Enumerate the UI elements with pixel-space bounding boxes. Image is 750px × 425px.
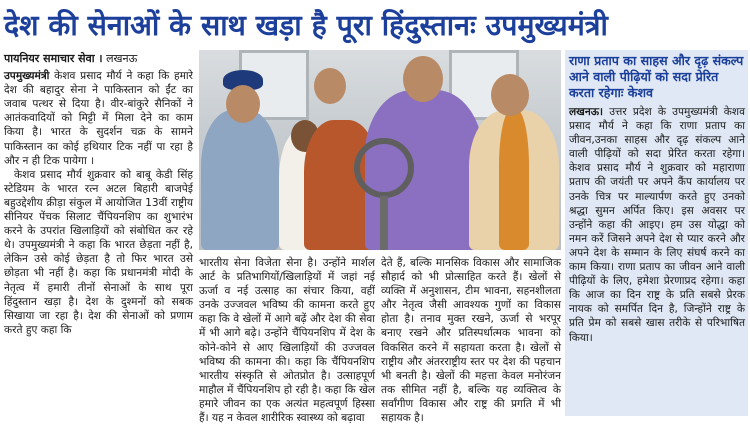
paragraph: देते हैं, बल्कि मानसिक विकास और सामाजिक सौहार्द को भी प्रोत्साहित करते हैं। खेलों से व्यक्ति में अनुशासन, टीम भावना, सहनशीलता और नेतृत्व जैसी आवश्यक गुणों का विकास होता है। तनाव मुक्त रखने, ऊर्जा से भरपूर बनाए रखने और प्रतिस्पर्धात्मक भावना को विकसित करने में सहायता करता है। खेलों से राष्ट्रीय और अंतरराष्ट्रीय स्तर पर देश की पहचान भी बनती है। खेलों की महत्ता केवल मनोरंजन तक सीमित नहीं है, बल्कि यह व्यक्तित्व के सर्वांगीण विकास और राष्ट्र की प्रगति में भी सहायक है। (381, 257, 561, 425)
article-column-3 (381, 256, 561, 425)
byline (4, 52, 193, 66)
lamp-graphic (349, 138, 419, 250)
sidebar-place: लखनऊ। (569, 106, 604, 118)
article-column-2 (199, 256, 375, 425)
sidebar-text: उत्तर प्रदेश के उपमुख्यमंत्री केशव प्रसाद मौर्य ने कहा कि राणा प्रताप का जीवन,उनका साहस और दृढ़ संकल्प आने वाली पीढ़ियों को सदा प्रेरित करता रहेगा। केशव प्रसाद मौर्य ने शुक्रवार को महाराणा प्रताप की जयंती पर अपने कैंप कार्यालय पर उनके चित्र पर माल्यार्पण करते हुए उनको श्रद्धा सुमन अर्पित किए। इस अवसर पर उन्होंने कहा की आइए। हम उस योद्धा को नमन करें जिसने अपने देश से प्यार करने और अपने देश के सम्मान के लिए संघर्ष करने का काम किया। राणा प्रताप का जीवन आने वाली पीढ़ियों के लिए, हमेशा प्रेरणाप्रद रहेगा। कहा कि आज का दिन राष्ट्र के प्रति सबसे प्रेरक नायक को समर्पित दिन है, जिन्होंने राष्ट्र के प्रति प्रेम को सबसे खास तरीके से परिभाषित किया। (569, 106, 745, 344)
sidebar-headline: राणा प्रताप का साहस और दृढ़ संकल्प आने वाली पीढ़ियों को सदा प्रेरित करता रहेगाः केशव (569, 53, 744, 101)
lead-word: उपमुख्यमंत्री (4, 70, 50, 83)
byline-place: लखनऊ (102, 52, 138, 65)
paragraph: केशव प्रसाद मौर्य शुक्रवार को बाबू केडी सिंह स्टेडियम के भारत रत्न अटल बिहारी बाजपेई बहुउद्देशीय क्रीड़ा संकुल में आयोजित 13वीं राष्ट्रीय सीनियर पेंचक सिलाट चैंपियनशिप का शुभारंभ करने के उपरांत खिलाड़ियों को संबोधित कर रहे थे। उपमुख्यमंत्री ने कहा कि भारत छेड़ता नहीं है, लेकिन उसे कोई छेड़ता है तो फिर भारत उसे छोड़ता भी नहीं है। कहा कि प्रधानमंत्री मोदी के नेतृत्व में हमारी तीनों सेनाओं के साथ पूरा हिंदुस्तान खड़ा है। देश के दुश्मनों को सबक सिखाया जा रहा है। देश की सेनाओं को प्रणाम करते हुए कहा कि (4, 168, 193, 336)
byline-agency: पायनियर समाचार सेवा । (4, 52, 103, 65)
paragraph: भारतीय सेना विजेता सेना है। उन्होंने मार्शल आर्ट के प्रतिभागियों/खिलाड़ियों में जहां नई ऊर्जा व नई उत्साह का संचार किया, वहीं उनके उज्जवल भविष्य की कामना करते हुए कहा कि वे खेलों में आगे बढ़ें और देश की सेवा में भी आगे बढ़े। उन्होंने चैंपियनशिप में देश के कोने-कोने से आए खिलाड़ियों की उज्जवल भविष्य की कामना की। कहा कि चैंपियनशिप भारतीय संस्कृति से ओतप्रोत है। उत्साहपूर्ण माहौल में चैंपियनशिप हो रही है। कहा कि खेल हमारे जीवन का एक अत्यंत महत्वपूर्ण हिस्सा हैं। यह न केवल शारीरिक स्वास्थ्य को बढ़ावा (199, 257, 375, 425)
sidebar-story (565, 50, 748, 416)
paragraph (4, 69, 193, 168)
headline: देश की सेनाओं के साथ खड़ा है पूरा हिंदुस्तानः उपमुख्यमंत्री (4, 8, 608, 42)
sidebar-body (569, 105, 745, 413)
article-column-1 (4, 52, 193, 416)
news-photo (199, 50, 561, 250)
paragraph-text: केशव प्रसाद मौर्य ने कहा कि हमारे देश की बहादुर सेना ने पाकिस्तान को ईंट का जवाब पत्थर से दिया है। वीर-बांकुरे सैनिकों ने आतंकवादियों को मिट्टी में मिला देने का काम किया है। भारत के सुदर्शन चक्र के सामने पाकिस्तान का कोई हथियार टिक नहीं पा रहा है और न ही टिक पायेगा । (4, 70, 193, 167)
